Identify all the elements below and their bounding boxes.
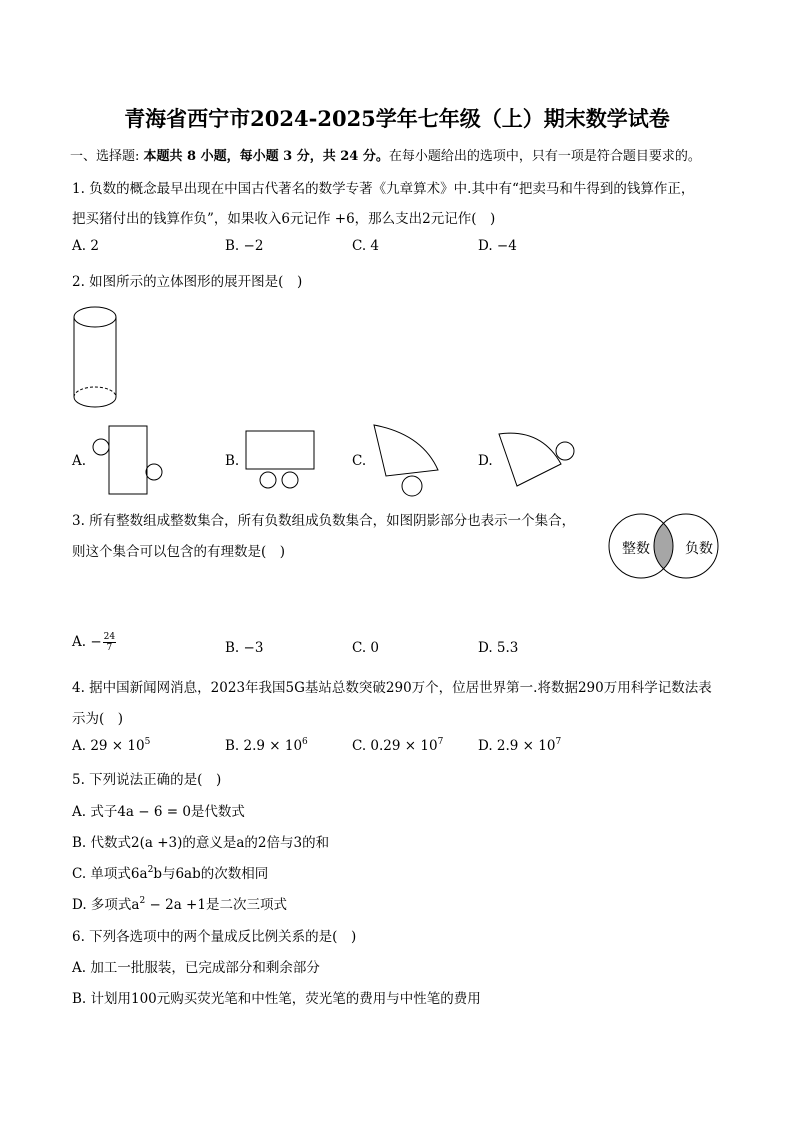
- q4-option-a-base: A. 29 × 10: [72, 738, 145, 754]
- q4-line2: 示为( ): [72, 711, 124, 727]
- q5-option-d-post: − 2a +1是二次三项式: [145, 897, 287, 913]
- net-a-figure: [90, 425, 170, 497]
- q5-option-c-exp: 2: [147, 865, 154, 875]
- section-bold: 本题共 8 小题，每小题 3 分，共 24 分。: [143, 149, 389, 164]
- fraction-denominator: 7: [106, 643, 113, 653]
- q5-option-c: [72, 862, 268, 882]
- fraction-numerator: 24: [103, 632, 116, 642]
- q4-option-d: [478, 737, 561, 754]
- q3-option-a-prefix: A. −: [72, 634, 102, 650]
- q1-line2: 把买猪付出的钱算作负”，如果收入6元记作 +6，那么支出2元记作( ): [72, 211, 496, 227]
- q4-option-b: [225, 737, 308, 754]
- q3-line2: 则这个集合可以包含的有理数是( ): [72, 544, 286, 560]
- q3-option-d: D. 5.3: [478, 640, 519, 656]
- q4-option-b-base: B. 2.9 × 10: [225, 738, 303, 754]
- section-heading: [70, 145, 701, 164]
- q2-option-c-label: C.: [352, 453, 367, 469]
- q4-option-c-exp: 7: [437, 737, 444, 747]
- page-title: 青海省西宁市2024-2025学年七年级（上）期末数学试卷: [124, 106, 670, 131]
- net-b-figure: [244, 430, 320, 492]
- q3-option-a-fraction: [103, 632, 116, 653]
- q5-text: 5. 下列说法正确的是( ): [72, 772, 222, 788]
- q6-option-a: A. 加工一批服装，已完成部分和剩余部分: [72, 960, 320, 976]
- q5-option-b: B. 代数式2(a +3)的意义是a的2倍与3的和: [72, 835, 330, 851]
- q3-option-b: B. −3: [225, 640, 264, 656]
- q6-text: 6. 下列各选项中的两个量成反比例关系的是( ): [72, 929, 357, 945]
- q6-option-b: B. 计划用100元购买荧光笔和中性笔，荧光笔的费用与中性笔的费用: [72, 991, 481, 1007]
- q5-option-d-exp: 2: [139, 896, 146, 906]
- q1-option-d: D. −4: [478, 238, 517, 254]
- q5-option-a: A. 式子4a − 6 = 0是代数式: [72, 804, 245, 820]
- q2-text: 2. 如图所示的立体图形的展开图是( ): [72, 274, 303, 290]
- q3-line1: 3. 所有整数组成整数集合，所有负数组成负数集合，如图阴影部分也表示一个集合，: [72, 513, 576, 529]
- q4-option-a-exp: 5: [144, 737, 151, 747]
- q4-option-c-base: C. 0.29 × 10: [352, 738, 438, 754]
- venn-label-integer: 整数: [622, 541, 650, 557]
- q3-option-c: C. 0: [352, 640, 380, 656]
- q5-option-c-post: b与6ab的次数相同: [153, 866, 269, 882]
- q1-option-c: C. 4: [352, 238, 380, 254]
- q5-option-d-pre: D. 多项式a: [72, 897, 140, 913]
- q4-option-a: [72, 737, 150, 754]
- q1-option-b: B. −2: [225, 238, 264, 254]
- q2-option-b-label: B.: [225, 453, 240, 469]
- q1-line1: 1. 负数的概念最早出现在中国古代著名的数学专著《九章算术》中.其中有“把卖马和牛得到的钱算作正，: [72, 181, 695, 197]
- section-prefix: 一、选择题:: [70, 149, 144, 164]
- q4-option-b-exp: 6: [302, 737, 308, 747]
- net-c-figure: [370, 424, 446, 498]
- cylinder-figure: [70, 300, 130, 412]
- q4-line1: 4. 据中国新闻网消息，2023年我国5G基站总数突破290万个，位居世界第一.将数据290万用科学记数法表: [72, 680, 712, 696]
- net-d-figure: [497, 430, 579, 492]
- q1-option-a: A. 2: [72, 238, 99, 254]
- section-rest: 在每小题给出的选项中，只有一项是符合题目要求的。: [388, 149, 701, 164]
- venn-label-negative: 负数: [685, 541, 713, 557]
- q2-option-d-label: D.: [478, 453, 493, 469]
- q5-option-c-pre: C. 单项式6a: [72, 866, 148, 882]
- q4-option-c: [352, 737, 443, 754]
- q4-option-d-base: D. 2.9 × 10: [478, 738, 556, 754]
- q5-option-d: [72, 893, 287, 913]
- q3-option-a: [72, 632, 116, 653]
- q2-option-a-label: A.: [72, 453, 87, 469]
- q4-option-d-exp: 7: [555, 737, 562, 747]
